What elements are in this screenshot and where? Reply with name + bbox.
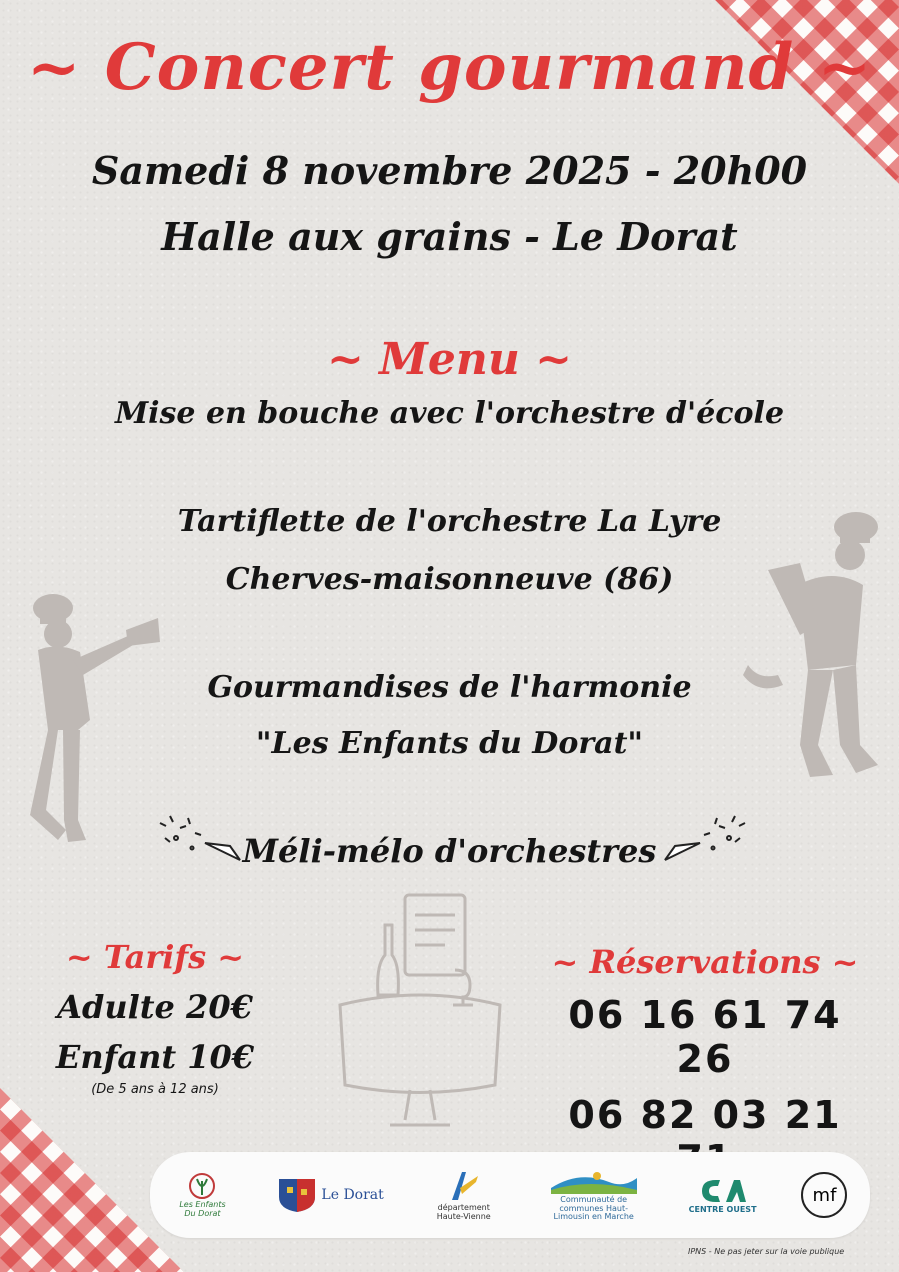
poster-title: ~ Concert gourmand ~ bbox=[26, 30, 873, 105]
dinner-table-silhouette-icon bbox=[320, 885, 520, 1135]
landscape-emblem-icon bbox=[549, 1168, 639, 1196]
menu-item: Tartiflette de l'orchestre La Lyre bbox=[177, 504, 722, 539]
logo-le-dorat: Le Dorat bbox=[277, 1177, 383, 1213]
menu-item: "Les Enfants du Dorat" bbox=[255, 726, 644, 761]
party-popper-icon bbox=[655, 808, 755, 868]
trumpet-player-silhouette-icon bbox=[18, 590, 168, 860]
logo-haut-limousin-en-marche: Communauté de communes Haut-Limousin en Marche bbox=[544, 1168, 644, 1222]
party-popper-icon bbox=[150, 808, 250, 868]
event-venue: Halle aux grains - Le Dorat bbox=[161, 214, 738, 259]
child-age-note: (De 5 ans à 12 ans) bbox=[91, 1082, 219, 1097]
event-date: Samedi 8 novembre 2025 - 20h00 bbox=[91, 148, 808, 193]
child-price: Enfant 10€ bbox=[55, 1038, 255, 1076]
logo-mf: mf bbox=[801, 1172, 847, 1218]
logo-enfants-du-dorat: Les Enfants Du Dorat bbox=[172, 1171, 232, 1219]
lyre-icon bbox=[187, 1171, 217, 1201]
phone-number: 06 16 61 74 26 bbox=[568, 993, 842, 1081]
logo-departement-haute-vienne: département Haute-Vienne bbox=[429, 1168, 499, 1222]
reservations-section bbox=[540, 943, 870, 1181]
menu-item: Gourmandises de l'harmonie bbox=[207, 670, 692, 705]
logo-credit-agricole: CENTRE OUEST bbox=[689, 1176, 757, 1215]
tarifs-heading: ~ Tarifs ~ bbox=[65, 938, 245, 976]
menu-item: Méli-mélo d'orchestres bbox=[242, 832, 657, 870]
sponsor-logos-bar bbox=[150, 1152, 870, 1238]
footer-ipns-note: IPNS - Ne pas jeter sur la voie publique bbox=[688, 1247, 845, 1256]
phone-number: 06 82 03 21 bbox=[568, 1093, 842, 1137]
credit-agricole-icon bbox=[698, 1176, 748, 1206]
reservations-heading: ~ Réservations ~ bbox=[551, 943, 859, 981]
haute-vienne-emblem-icon bbox=[446, 1168, 482, 1204]
coat-of-arms-icon bbox=[277, 1177, 317, 1213]
tarifs-section bbox=[30, 938, 280, 1097]
menu-heading: ~ Menu ~ bbox=[326, 334, 573, 385]
adult-price: Adulte 20€ bbox=[57, 988, 253, 1026]
menu-item: Mise en bouche avec l'orchestre d'école bbox=[114, 396, 785, 431]
menu-item: Cherves-maisonneuve (86) bbox=[225, 562, 674, 597]
